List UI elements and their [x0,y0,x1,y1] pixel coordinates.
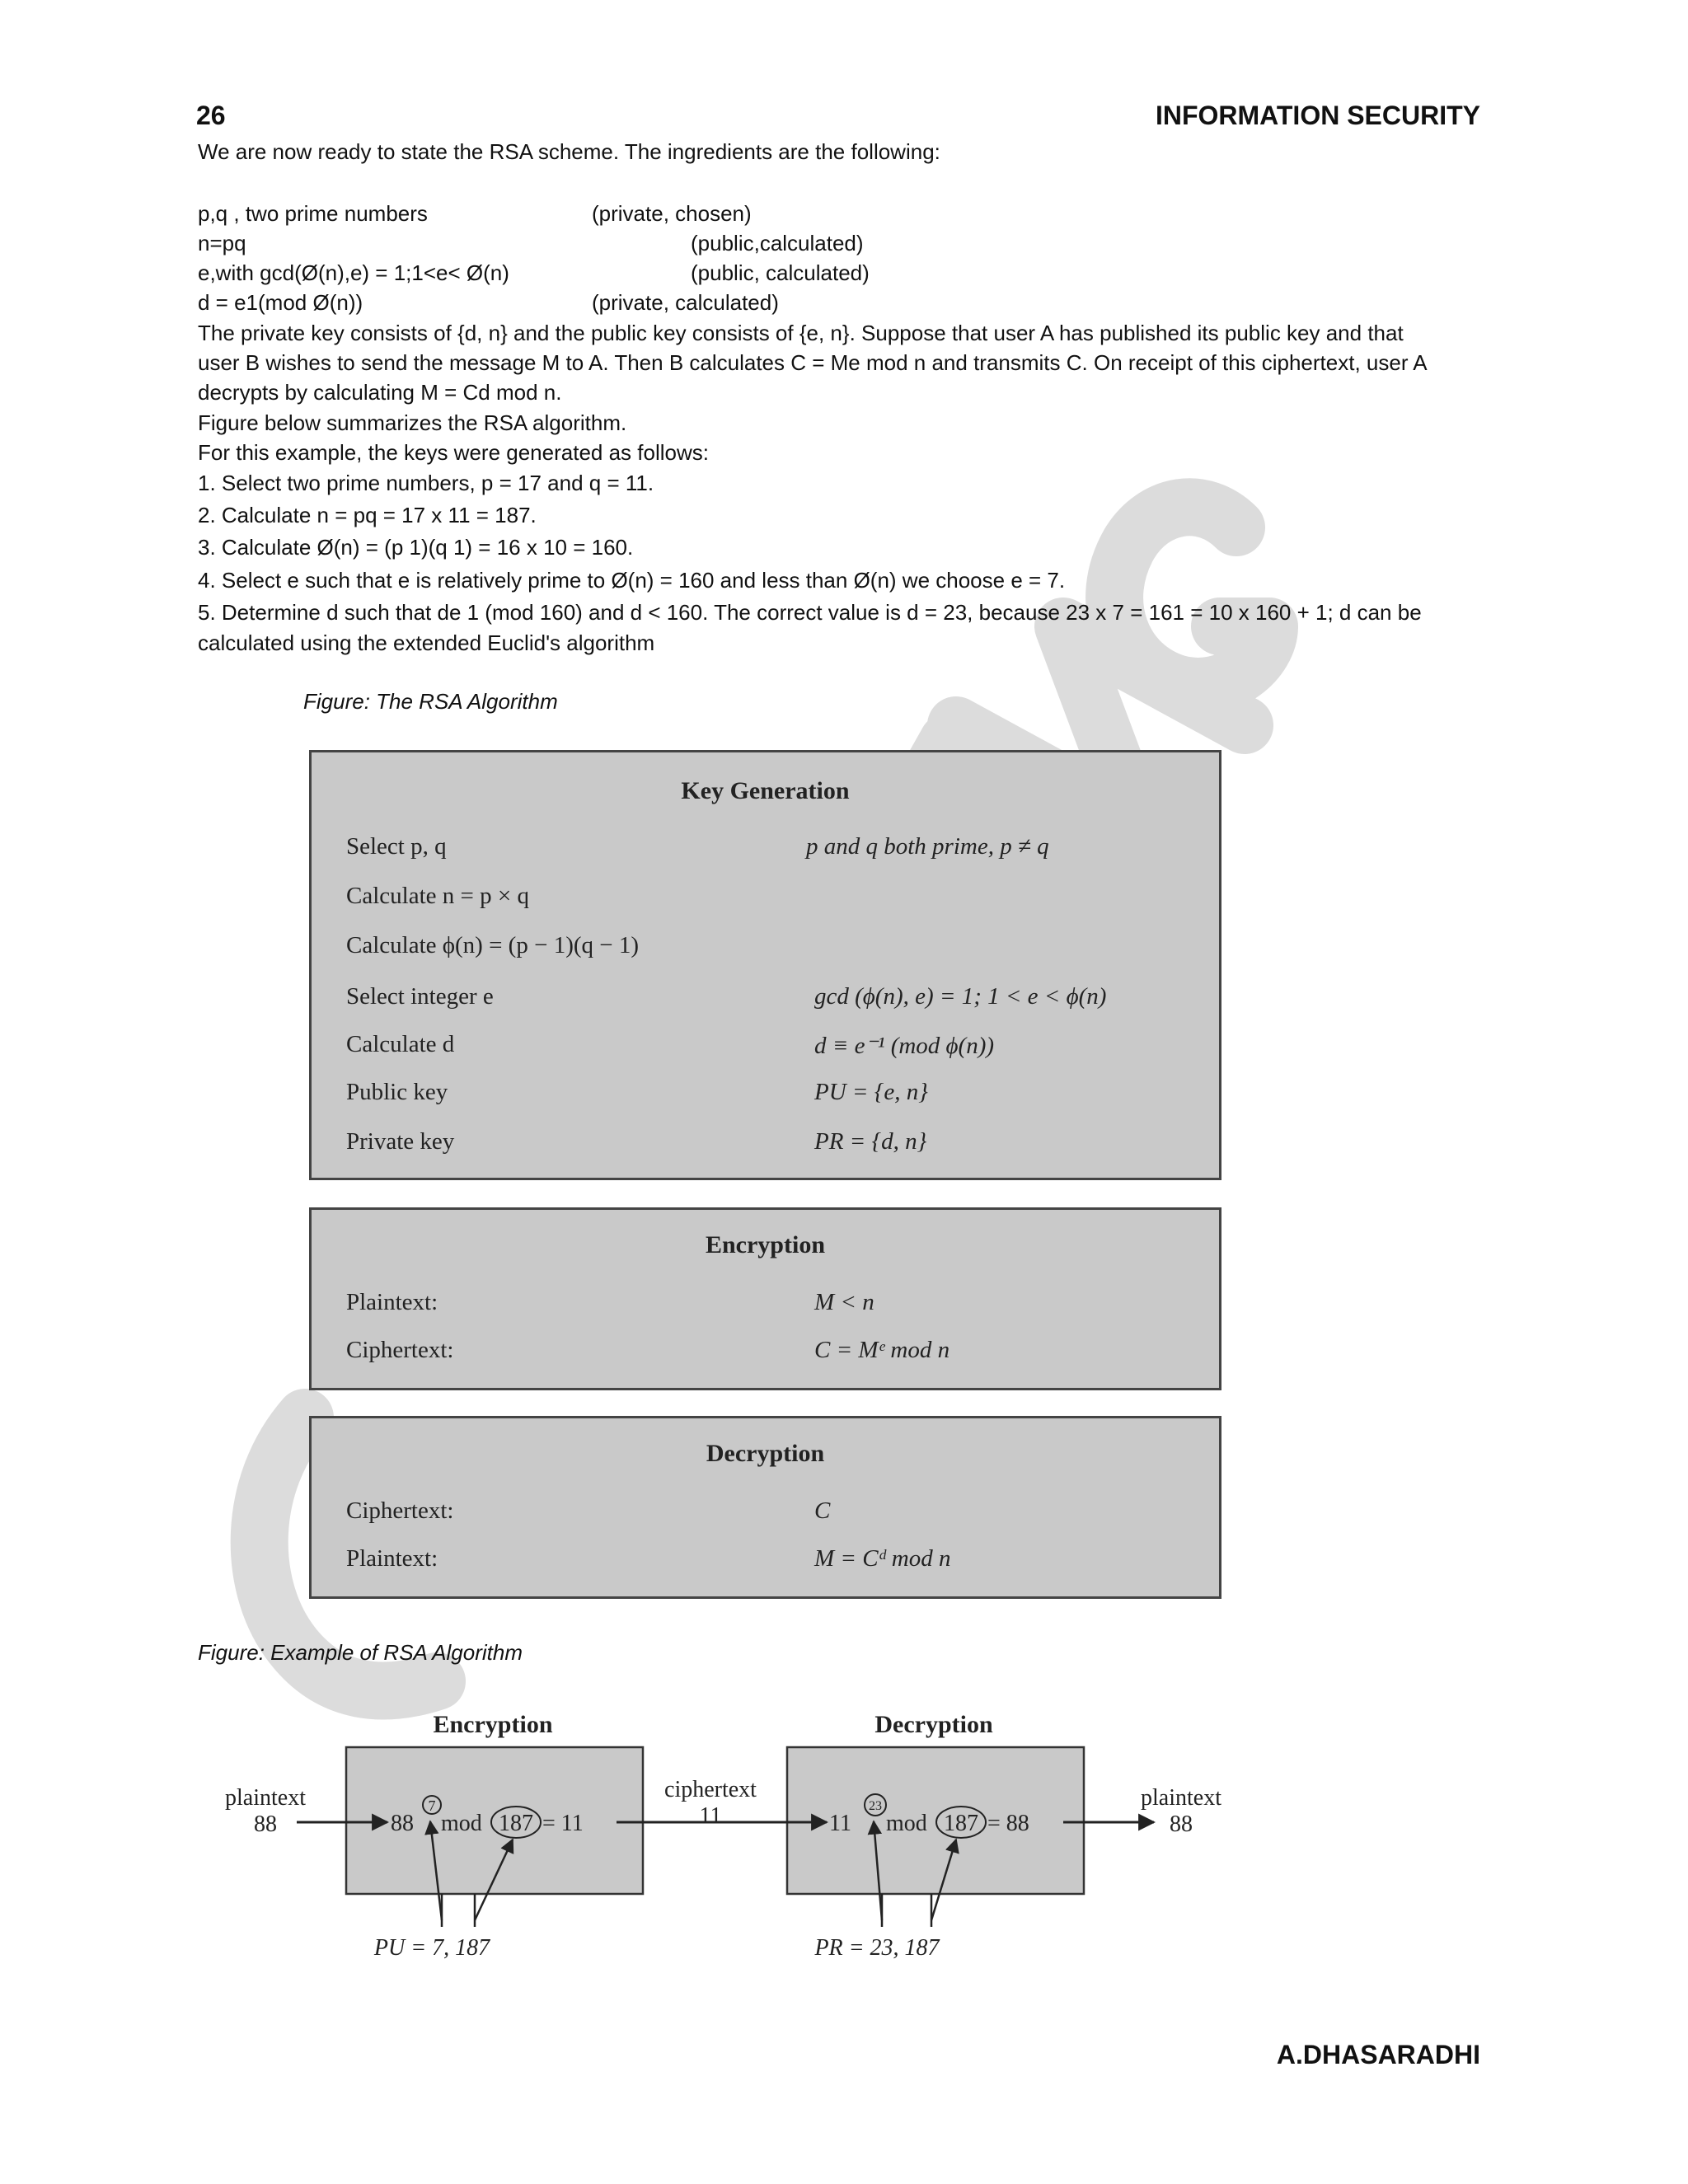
keygen-label: Private key [346,1128,455,1155]
paragraph-line: For this example, the keys were generated as follows: [198,440,709,465]
intro-text: We are now ready to state the RSA scheme. The ingredients are the following: [198,139,940,164]
paragraph-line: The private key consists of {d, n} and the public key consists of {e, n}. Suppose that user A has published its public key and that [198,321,1404,345]
ingredient-item: e,with gcd(Ø(n),e) = 1;1<e< Ø(n) [198,260,509,285]
encryption-formula: M < n [814,1289,874,1315]
dec-base: 11 [829,1811,851,1836]
decryption-formula: C [814,1497,831,1524]
step-item: 5. Determine d such that de 1 (mod 160) and d < 160. The correct value is d = 23, because 23 x 7 = 161 = 10 x 160 + 1; d can be [198,600,1422,625]
dec-result: = 88 [987,1811,1029,1836]
keygen-formula: PU = {e, n} [814,1079,928,1105]
step-item: 2. Calculate n = pq = 17 x 11 = 187. [198,503,537,527]
keygen-formula: d ≡ e⁻¹ (mod ϕ(n)) [814,1033,995,1059]
ingredient-note: (private, calculated) [592,290,779,315]
paragraph-line: Figure below summarizes the RSA algorithm. [198,410,627,435]
keygen-label: Public key [346,1079,448,1105]
figure-caption: Figure: The RSA Algorithm [303,689,558,714]
encryption-label: Plaintext: [346,1289,438,1315]
keygen-label: Select integer e [346,983,494,1010]
step-item: calculated using the extended Euclid's algorithm [198,630,655,655]
ingredient-note: (private, chosen) [592,201,752,226]
keygen-label: Calculate d [346,1031,455,1057]
keygen-formula: gcd (ϕ(n), e) = 1; 1 < e < ϕ(n) [814,983,1107,1010]
step-item: 1. Select two prime numbers, p = 17 and q = 11. [198,471,654,495]
paragraph-line: user B wishes to send the message M to A. Then B calculates C = Me mod n and transmits C. On receipt of this ciphertext, user A [198,350,1428,375]
ingredient-note: (public,calculated) [691,231,864,255]
ciphertext-value: 11 [699,1803,722,1829]
ciphertext-label: ciphertext [664,1777,757,1802]
decryption-label: Plaintext: [346,1545,438,1572]
enc-base: 88 [391,1811,414,1836]
step-item: 4. Select e such that e is relatively prime to Ø(n) = 160 and less than Ø(n) we choose e = 7. [198,568,1066,593]
public-key-label: PU = 7, 187 [373,1935,490,1961]
ingredient-item: d = e1(mod Ø(n)) [198,290,363,315]
enc-result: = 11 [542,1811,584,1836]
encryption-label: Ciphertext: [346,1337,454,1363]
example-decryption-title: Decryption [874,1711,993,1738]
page-header-title: INFORMATION SECURITY [1155,101,1480,130]
encryption-formula: C = Mᵉ mod n [814,1337,950,1363]
decryption-formula: M = Cᵈ mod n [814,1545,951,1572]
footer-author: A.DHASARADHI [1276,2040,1480,2069]
keygen-formula: p and q both prime, p ≠ q [806,833,1049,860]
plaintext-in-label: plaintext [225,1785,306,1811]
example-encryption-title: Encryption [433,1711,553,1738]
enc-exp: 7 [428,1797,436,1814]
key-generation-title: Key Generation [681,777,850,804]
ingredient-item: p,q , two prime numbers [198,201,428,226]
keygen-formula: PR = {d, n} [814,1128,927,1155]
plaintext-out-label: plaintext [1141,1785,1221,1811]
keygen-label: Calculate ϕ(n) = (p − 1)(q − 1) [346,932,640,958]
encryption-title: Encryption [705,1231,826,1258]
paragraph-line: decrypts by calculating M = Cd mod n. [198,380,562,405]
ingredient-note: (public, calculated) [691,260,870,285]
dec-mod: mod [886,1811,927,1836]
dec-exp: 23 [869,1799,882,1813]
ingredient-item: n=pq [198,231,246,255]
figure-caption: Figure: Example of RSA Algorithm [198,1640,523,1665]
plaintext-in-value: 88 [254,1811,277,1837]
keygen-label: Select p, q [346,833,447,860]
dec-modulus: 187 [944,1811,978,1836]
plaintext-out-value: 88 [1170,1811,1193,1837]
enc-modulus: 187 [499,1811,533,1836]
keygen-label: Calculate n = p × q [346,883,529,909]
page-number: 26 [196,101,226,130]
decryption-label: Ciphertext: [346,1497,454,1524]
decryption-title: Decryption [706,1440,825,1467]
private-key-label: PR = 23, 187 [814,1935,940,1961]
enc-mod: mod [441,1811,482,1836]
step-item: 3. Calculate Ø(n) = (p 1)(q 1) = 16 x 10 = 160. [198,535,634,560]
